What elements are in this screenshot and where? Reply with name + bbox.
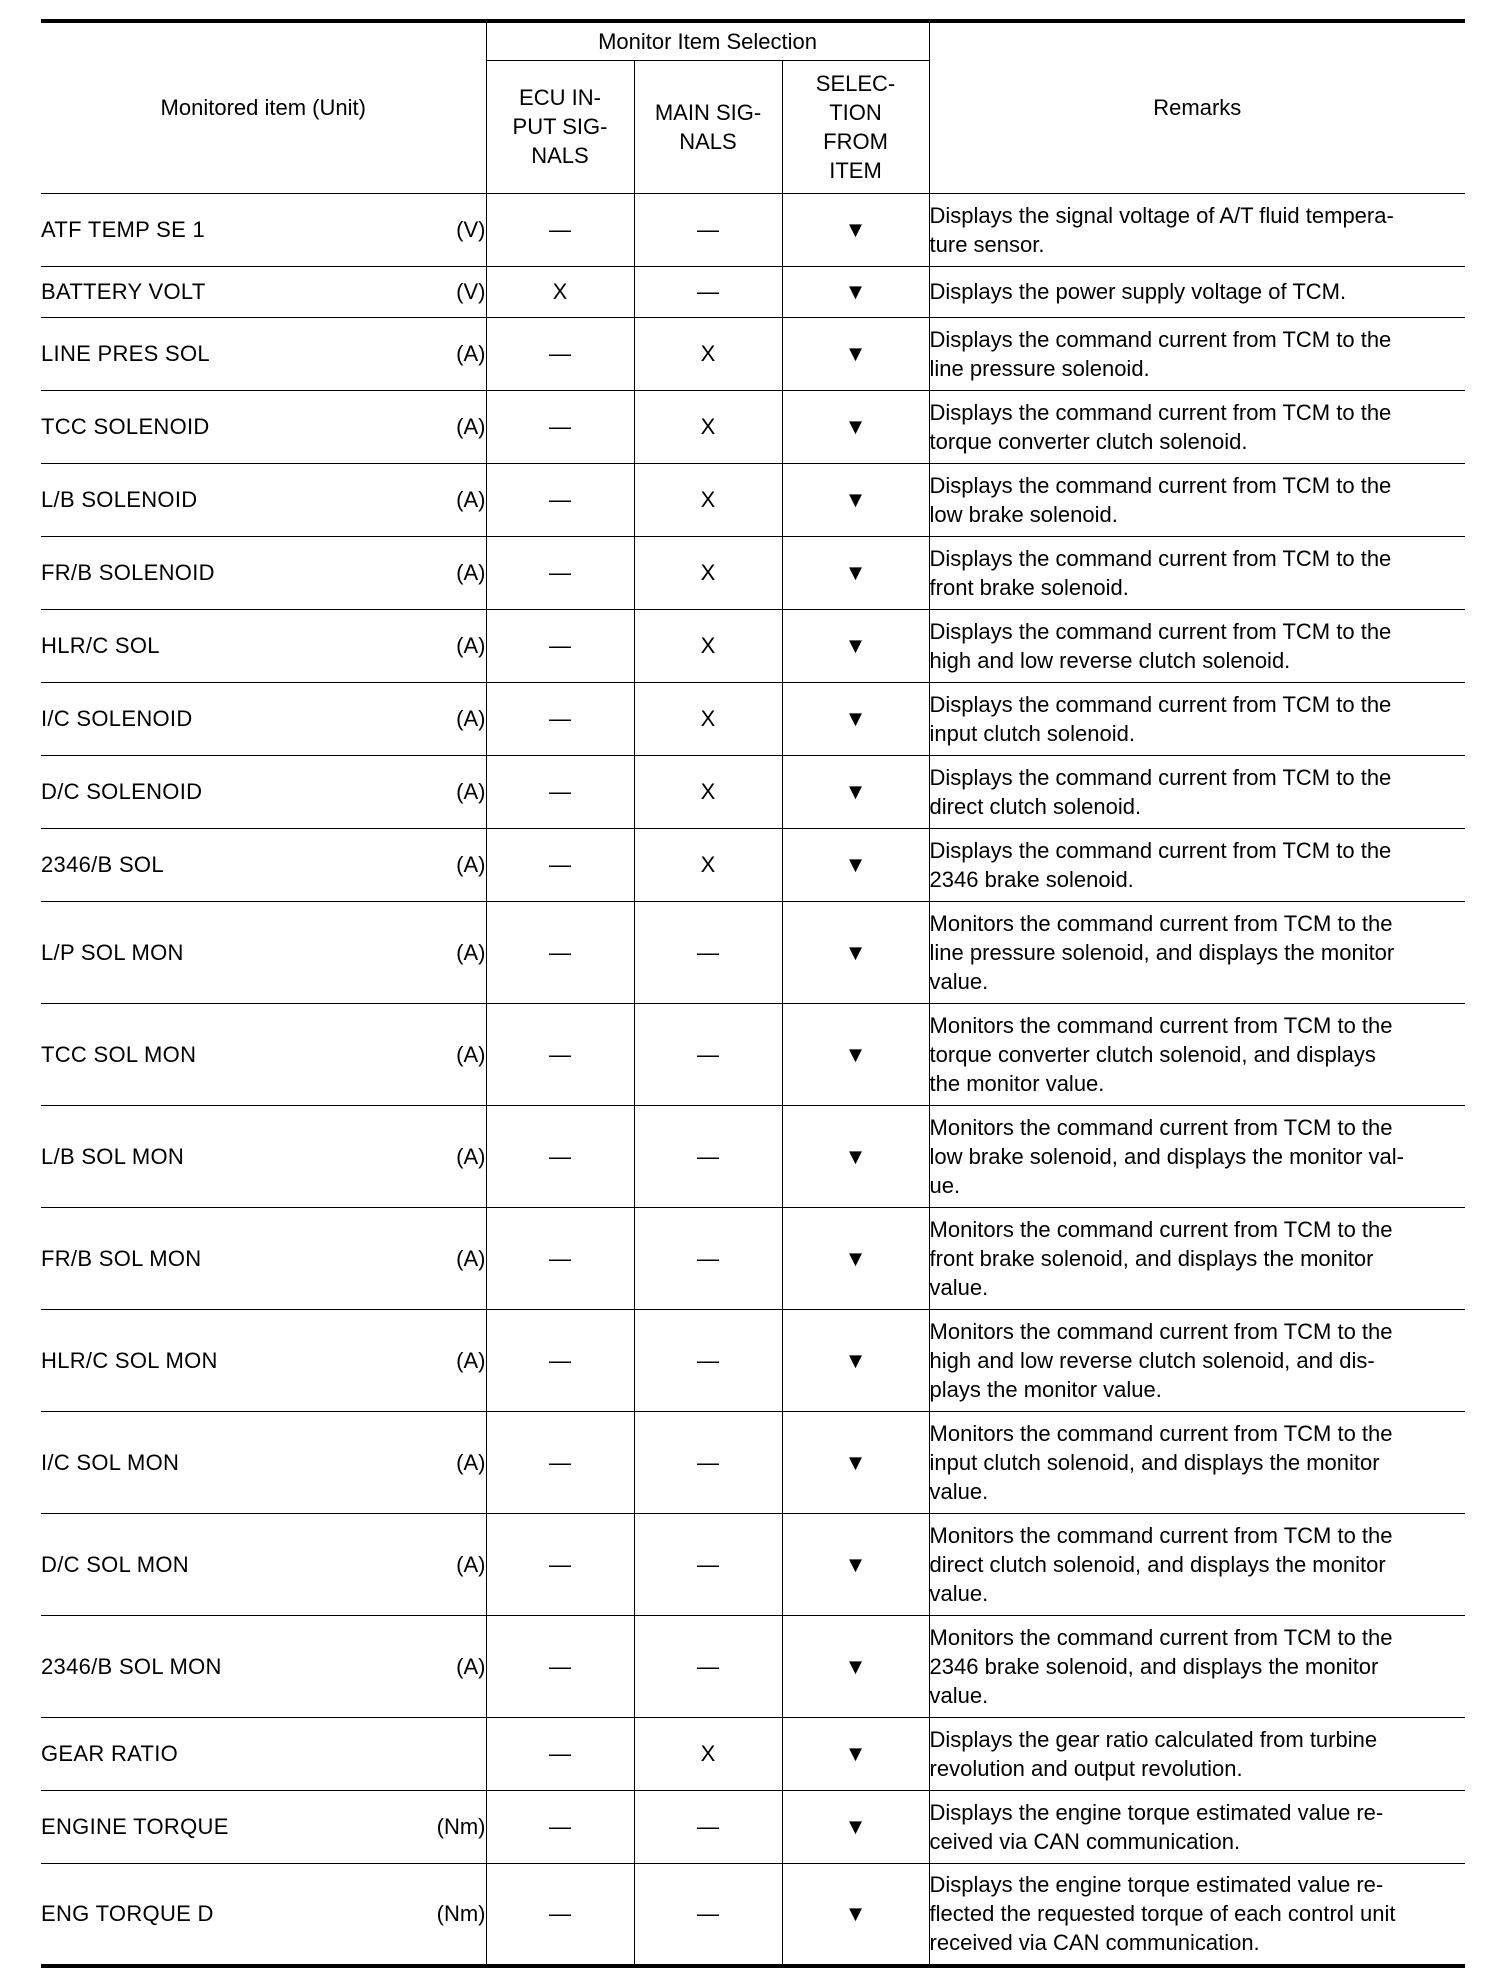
ecu-input-signal-cell: —	[486, 1615, 634, 1717]
monitored-item-cell	[41, 536, 486, 609]
selection-from-item-cell: ▼	[782, 266, 929, 317]
item-name: I/C SOLENOID	[41, 706, 193, 731]
ecu-input-signal-cell: —	[486, 828, 634, 901]
selection-from-item-cell: ▼	[782, 1411, 929, 1513]
item-unit: (A)	[456, 1551, 486, 1577]
monitored-item-cell	[41, 317, 486, 390]
selection-from-item-cell: ▼	[782, 609, 929, 682]
remarks-cell: Monitors the command current from TCM to the 2346 brake solenoid, and displays the monitor value.	[929, 1615, 1465, 1717]
remarks-cell: Displays the command current from TCM to the front brake solenoid.	[929, 536, 1465, 609]
item-unit: (Nm)	[436, 1901, 486, 1927]
ecu-input-signal-cell: —	[486, 1411, 634, 1513]
main-signal-cell: X	[634, 390, 782, 463]
remarks-cell: Displays the command current from TCM to the input clutch solenoid.	[929, 682, 1465, 755]
remarks-cell: Displays the gear ratio calculated from turbine revolution and output revolution.	[929, 1717, 1465, 1790]
monitored-item-cell	[41, 901, 486, 1003]
monitored-item-cell	[41, 1790, 486, 1863]
monitored-item-cell	[41, 828, 486, 901]
table-row	[41, 317, 1465, 390]
table-row	[41, 1513, 1465, 1615]
ecu-input-signal-cell: —	[486, 1717, 634, 1790]
monitored-item-cell	[41, 755, 486, 828]
table-row	[41, 1790, 1465, 1863]
main-signal-cell: —	[634, 1309, 782, 1411]
selection-from-item-cell: ▼	[782, 1207, 929, 1309]
item-name: GEAR RATIO	[41, 1741, 179, 1766]
main-signal-cell: —	[634, 1105, 782, 1207]
main-signal-cell: —	[634, 1790, 782, 1863]
selection-from-item-cell: ▼	[782, 1790, 929, 1863]
table-row	[41, 1411, 1465, 1513]
monitored-item-cell	[41, 1615, 486, 1717]
table-row	[41, 1863, 1465, 1966]
item-unit: (A)	[456, 706, 486, 731]
item-unit: (A)	[456, 560, 486, 585]
monitored-item-cell	[41, 1411, 486, 1513]
ecu-input-signal-cell: —	[486, 1105, 634, 1207]
table-row	[41, 390, 1465, 463]
item-name: 2346/B SOL MON	[41, 1653, 222, 1679]
selection-from-item-cell: ▼	[782, 317, 929, 390]
selection-from-item-cell: ▼	[782, 682, 929, 755]
table-row	[41, 901, 1465, 1003]
remarks-cell: Displays the command current from TCM to the direct clutch solenoid.	[929, 755, 1465, 828]
main-signal-cell: —	[634, 266, 782, 317]
table-body	[41, 193, 1465, 1966]
selection-from-item-cell: ▼	[782, 1105, 929, 1207]
ecu-input-signal-cell: —	[486, 1863, 634, 1966]
item-unit: (Nm)	[436, 1814, 486, 1839]
selection-from-item-cell: ▼	[782, 193, 929, 266]
selection-from-item-cell: ▼	[782, 1003, 929, 1105]
table-row	[41, 1207, 1465, 1309]
table-row	[41, 193, 1465, 266]
main-signal-cell: X	[634, 463, 782, 536]
selection-from-item-cell: ▼	[782, 1615, 929, 1717]
ecu-input-signal-cell: —	[486, 1513, 634, 1615]
main-signal-cell: X	[634, 682, 782, 755]
remarks-cell: Displays the command current from TCM to the low brake solenoid.	[929, 463, 1465, 536]
table-row	[41, 463, 1465, 536]
item-name: L/B SOL MON	[41, 1143, 185, 1169]
item-unit: (A)	[456, 779, 486, 804]
ecu-input-signal-cell: —	[486, 390, 634, 463]
remarks-cell: Displays the power supply voltage of TCM.	[929, 266, 1465, 317]
ecu-input-signal-cell: —	[486, 463, 634, 536]
monitored-item-cell	[41, 1717, 486, 1790]
table-row	[41, 1309, 1465, 1411]
ecu-input-signal-cell: —	[486, 317, 634, 390]
selection-from-item-cell: ▼	[782, 1309, 929, 1411]
monitored-item-cell	[41, 1309, 486, 1411]
table-header	[41, 21, 1465, 193]
remarks-cell: Monitors the command current from TCM to the torque converter clutch solenoid, and displays the monitor value.	[929, 1003, 1465, 1105]
ecu-input-signal-cell: —	[486, 536, 634, 609]
remarks-cell: Monitors the command current from TCM to the low brake solenoid, and displays the monitor val- ue.	[929, 1105, 1465, 1207]
main-signal-cell: —	[634, 1863, 782, 1966]
ecu-input-signal-cell: X	[486, 266, 634, 317]
item-name: ENG TORQUE D	[41, 1901, 214, 1927]
item-name: ATF TEMP SE 1	[41, 217, 206, 242]
ecu-input-signal-cell: —	[486, 682, 634, 755]
item-unit: (A)	[456, 852, 486, 877]
item-unit: (A)	[456, 1653, 486, 1679]
item-unit: (A)	[456, 1347, 486, 1373]
item-unit: (A)	[456, 939, 486, 965]
item-name: I/C SOL MON	[41, 1449, 180, 1475]
table-row	[41, 682, 1465, 755]
main-signal-cell: X	[634, 536, 782, 609]
main-signal-cell: —	[634, 1207, 782, 1309]
main-signal-cell: —	[634, 1003, 782, 1105]
monitored-item-cell	[41, 609, 486, 682]
monitored-item-cell	[41, 1105, 486, 1207]
item-name: BATTERY VOLT	[41, 279, 206, 304]
item-name: L/B SOLENOID	[41, 487, 198, 512]
item-name: HLR/C SOL MON	[41, 1347, 218, 1373]
item-name: 2346/B SOL	[41, 852, 164, 877]
main-signal-cell: X	[634, 1717, 782, 1790]
item-name: TCC SOLENOID	[41, 414, 210, 439]
monitored-item-cell	[41, 1003, 486, 1105]
ecu-input-signal-cell: —	[486, 755, 634, 828]
ecu-input-signal-cell: —	[486, 1309, 634, 1411]
item-unit: (V)	[456, 279, 486, 304]
remarks-cell: Displays the engine torque estimated value re- flected the requested torque of each control unit received via CAN communication.	[929, 1863, 1465, 1966]
table-row	[41, 536, 1465, 609]
remarks-cell: Displays the command current from TCM to the line pressure solenoid.	[929, 317, 1465, 390]
remarks-cell: Monitors the command current from TCM to the direct clutch solenoid, and displays the monitor value.	[929, 1513, 1465, 1615]
remarks-cell: Monitors the command current from TCM to the front brake solenoid, and displays the monitor value.	[929, 1207, 1465, 1309]
header-remarks: Remarks	[929, 21, 1465, 193]
item-unit: (A)	[456, 1449, 486, 1475]
main-signal-cell: —	[634, 1615, 782, 1717]
main-signal-cell: X	[634, 609, 782, 682]
header-main-signals: MAIN SIG- NALS	[634, 60, 782, 193]
item-name: HLR/C SOL	[41, 633, 160, 658]
table-row	[41, 266, 1465, 317]
item-name: D/C SOL MON	[41, 1551, 189, 1577]
selection-from-item-cell: ▼	[782, 828, 929, 901]
table-row	[41, 755, 1465, 828]
remarks-cell: Displays the engine torque estimated value re- ceived via CAN communication.	[929, 1790, 1465, 1863]
item-name: ENGINE TORQUE	[41, 1814, 229, 1839]
ecu-input-signal-cell: —	[486, 1790, 634, 1863]
item-unit: (A)	[456, 1041, 486, 1067]
ecu-input-signal-cell: —	[486, 1207, 634, 1309]
table-row	[41, 828, 1465, 901]
ecu-input-signal-cell: —	[486, 1003, 634, 1105]
ecu-input-signal-cell: —	[486, 193, 634, 266]
selection-from-item-cell: ▼	[782, 755, 929, 828]
monitored-item-cell	[41, 1513, 486, 1615]
table-row	[41, 609, 1465, 682]
selection-from-item-cell: ▼	[782, 901, 929, 1003]
item-name: LINE PRES SOL	[41, 341, 210, 366]
main-signal-cell: X	[634, 317, 782, 390]
item-unit: (A)	[456, 1143, 486, 1169]
table-row	[41, 1003, 1465, 1105]
selection-from-item-cell: ▼	[782, 536, 929, 609]
item-unit: (V)	[456, 217, 486, 242]
ecu-input-signal-cell: —	[486, 609, 634, 682]
selection-from-item-cell: ▼	[782, 1863, 929, 1966]
header-monitor-item-selection: Monitor Item Selection	[486, 21, 929, 60]
main-signal-cell: X	[634, 828, 782, 901]
monitored-item-cell	[41, 1207, 486, 1309]
item-name: L/P SOL MON	[41, 939, 184, 965]
main-signal-cell: —	[634, 901, 782, 1003]
item-unit: (A)	[456, 414, 486, 439]
selection-from-item-cell: ▼	[782, 463, 929, 536]
item-name: FR/B SOL MON	[41, 1245, 202, 1271]
remarks-cell: Displays the signal voltage of A/T fluid tempera- ture sensor.	[929, 193, 1465, 266]
remarks-cell: Monitors the command current from TCM to the line pressure solenoid, and displays the monitor value.	[929, 901, 1465, 1003]
selection-from-item-cell: ▼	[782, 1717, 929, 1790]
selection-from-item-cell: ▼	[782, 1513, 929, 1615]
monitored-item-cell	[41, 1863, 486, 1966]
item-unit: (A)	[456, 1245, 486, 1271]
monitored-item-cell	[41, 390, 486, 463]
remarks-cell: Monitors the command current from TCM to the high and low reverse clutch solenoid, and dis- plays the monitor value.	[929, 1309, 1465, 1411]
item-unit: (A)	[456, 487, 486, 512]
table-row	[41, 1615, 1465, 1717]
remarks-cell: Displays the command current from TCM to the 2346 brake solenoid.	[929, 828, 1465, 901]
item-unit: (A)	[456, 633, 486, 658]
header-monitored-item: Monitored item (Unit)	[41, 21, 486, 193]
ecu-input-signal-cell: —	[486, 901, 634, 1003]
main-signal-cell: —	[634, 193, 782, 266]
main-signal-cell: —	[634, 1411, 782, 1513]
item-name: FR/B SOLENOID	[41, 560, 215, 585]
main-signal-cell: X	[634, 755, 782, 828]
table-row	[41, 1717, 1465, 1790]
monitored-item-cell	[41, 266, 486, 317]
main-signal-cell: —	[634, 1513, 782, 1615]
selection-from-item-cell: ▼	[782, 390, 929, 463]
item-unit: (A)	[456, 341, 486, 366]
monitored-item-cell	[41, 463, 486, 536]
remarks-cell: Displays the command current from TCM to the high and low reverse clutch solenoid.	[929, 609, 1465, 682]
item-name: TCC SOL MON	[41, 1041, 197, 1067]
table-row	[41, 1105, 1465, 1207]
item-name: D/C SOLENOID	[41, 779, 203, 804]
monitored-item-cell	[41, 682, 486, 755]
monitor-item-table	[41, 19, 1465, 1968]
header-selection-from-item: SELEC- TION FROM ITEM	[782, 60, 929, 193]
monitored-item-cell	[41, 193, 486, 266]
remarks-cell: Displays the command current from TCM to the torque converter clutch solenoid.	[929, 390, 1465, 463]
remarks-cell: Monitors the command current from TCM to the input clutch solenoid, and displays the monitor value.	[929, 1411, 1465, 1513]
header-ecu-input-signals: ECU IN- PUT SIG- NALS	[486, 60, 634, 193]
